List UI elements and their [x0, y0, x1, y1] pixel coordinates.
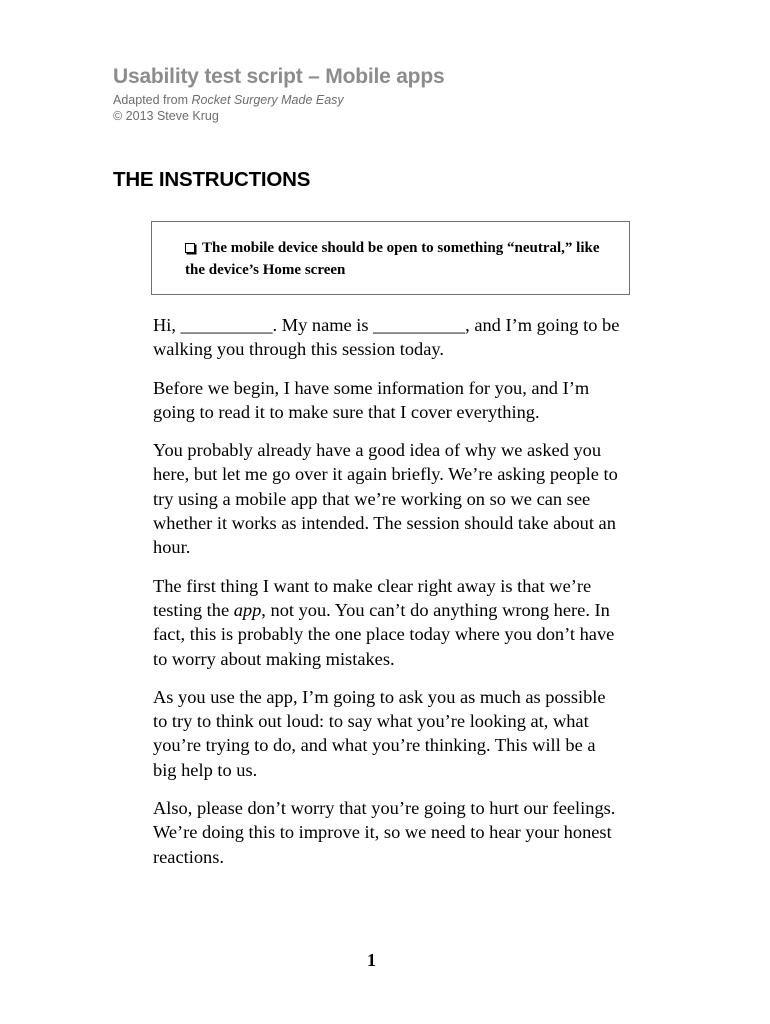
script-body — [153, 313, 623, 883]
copyright-line: © 2013 Steve Krug — [113, 109, 219, 123]
section-heading: THE INSTRUCTIONS — [113, 168, 311, 191]
paragraph-purpose: You probably already have a good idea of why we asked you here, but let me go over it again briefly. We’re asking people to try using a mobile app that we’re working on so we can see whether it works as intended. The session should take about an hour. — [153, 440, 618, 558]
instruction-note-item — [185, 237, 605, 281]
paragraph-think-aloud: As you use the app, I’m going to ask you as much as possible to try to think out loud: to say what you’re looking at, what you’re trying to do, and what you’re thinking. This will be a big help to us. — [153, 686, 606, 780]
paragraph-testing-app — [153, 574, 623, 671]
page-number: 1 — [367, 950, 376, 970]
document-title: Usability test script – Mobile apps — [113, 65, 445, 88]
checkbox-icon — [185, 243, 195, 253]
instruction-note-text: The mobile device should be open to something “neutral,” like the device’s Home screen — [185, 240, 600, 278]
source-book-title: Rocket Surgery Made Easy — [191, 93, 344, 107]
paragraph-testing-app-start: The first thing I want to make clear right away is that we’re testing the — [153, 575, 592, 620]
paragraph-testing-app-end: , not you. You can’t do anything wrong here. In fact, this is probably the one place today where you don’t have to worry about making mistakes. — [153, 599, 615, 669]
document-header — [113, 62, 444, 124]
paragraph-honest-reactions: Also, please don’t worry that you’re going to hurt our feelings. We’re doing this to improve it, so we need to hear your honest reactions. — [153, 798, 616, 867]
attribution-line — [113, 92, 444, 108]
attribution-prefix: Adapted from — [113, 93, 192, 107]
paragraph-intro: Before we begin, I have some information for you, and I’m going to read it to make sure that I cover everything. — [153, 377, 590, 422]
emphasis-app: app — [233, 599, 262, 620]
paragraph-greeting: Hi, __________. My name is __________, and I’m going to be walking you through this session today. — [153, 315, 620, 360]
instruction-note-box — [151, 221, 630, 295]
